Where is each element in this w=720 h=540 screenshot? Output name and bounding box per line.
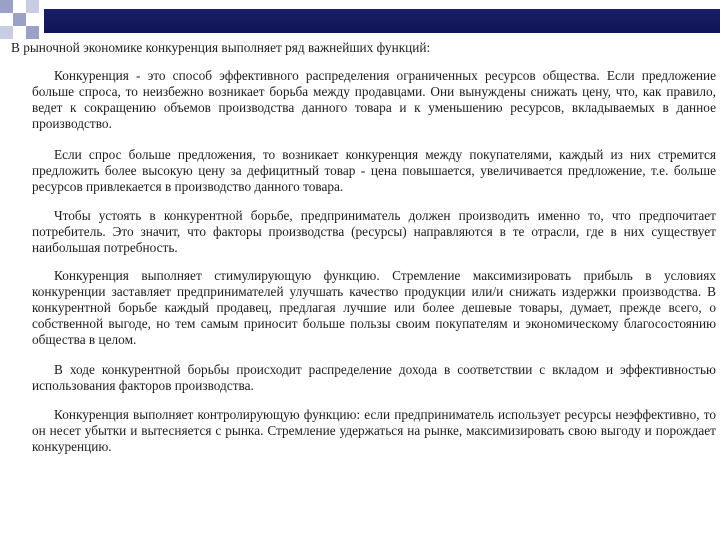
deco-square bbox=[13, 0, 26, 13]
deco-square bbox=[26, 26, 39, 39]
deco-square bbox=[0, 13, 13, 26]
header-decoration bbox=[0, 0, 720, 44]
paragraph-text: Чтобы устоять в конкурентной борьбе, предприниматель должен производить именно то, что предпочитает потребитель. Это значит, что факторы производства (ресурсы) направляются в те отрасли, где в них существует наибольшая потребность. bbox=[32, 208, 716, 255]
deco-square bbox=[0, 0, 13, 13]
paragraph-text: Конкуренция выполняет контролирующую функцию: если предприниматель использует ресурсы неэффективно, то он несет убытки и вытесняется с рынка. Стремление удержаться на рынке, максимизировать свою выгоду и порождает конкуренцию. bbox=[32, 407, 716, 454]
intro-text: В рыночной экономике конкуренция выполняет ряд важнейших функций: bbox=[11, 40, 431, 55]
paragraph-6 bbox=[32, 407, 716, 455]
paragraph-text: В ходе конкурентной борьбы происходит распределение дохода в соответствии с вкладом и эффективностью использования факторов производства. bbox=[32, 362, 716, 393]
paragraph-5 bbox=[32, 362, 716, 394]
paragraph-3 bbox=[32, 208, 716, 256]
deco-square bbox=[13, 13, 26, 26]
paragraph-text: Конкуренция - это способ эффективного распределения ограниченных ресурсов общества. Если предложение больше спроса, то неизбежно возникает борьба между продавцами. Они вынуждены снижать цену, что, как правило, ведет к сокращению объемов производства данного товара и к уменьшению ресурсов, вкладываемых в данное производство. bbox=[32, 68, 716, 131]
deco-square bbox=[26, 13, 39, 26]
deco-square bbox=[0, 26, 13, 39]
paragraph-1 bbox=[32, 68, 716, 132]
header-bar bbox=[44, 9, 720, 33]
paragraph-text: Конкуренция выполняет стимулирующую функцию. Стремление максимизировать прибыль в условиях конкуренции заставляет предпринимателей улучшать качество продукции или/и снижать издержки производства. В конкурентной борьбе каждый продавец, предлагая лучшие или более дешевые товары, думает, прежде всего, о собственной выгоде, но тем самым приносит больше пользы своим покупателям и экономическому благосостоянию общества в целом. bbox=[32, 268, 716, 347]
paragraph-2 bbox=[32, 147, 716, 195]
deco-square bbox=[13, 26, 26, 39]
paragraph-4 bbox=[32, 268, 716, 348]
deco-square bbox=[26, 0, 39, 13]
paragraph-text: Если спрос больше предложения, то возникает конкуренция между покупателями, каждый из них стремится предложить более высокую цену за дефицитный товар - цена повышается, увеличивается предложение, т.е. больше ресурсов привлекается в производство данного товара. bbox=[32, 147, 716, 194]
